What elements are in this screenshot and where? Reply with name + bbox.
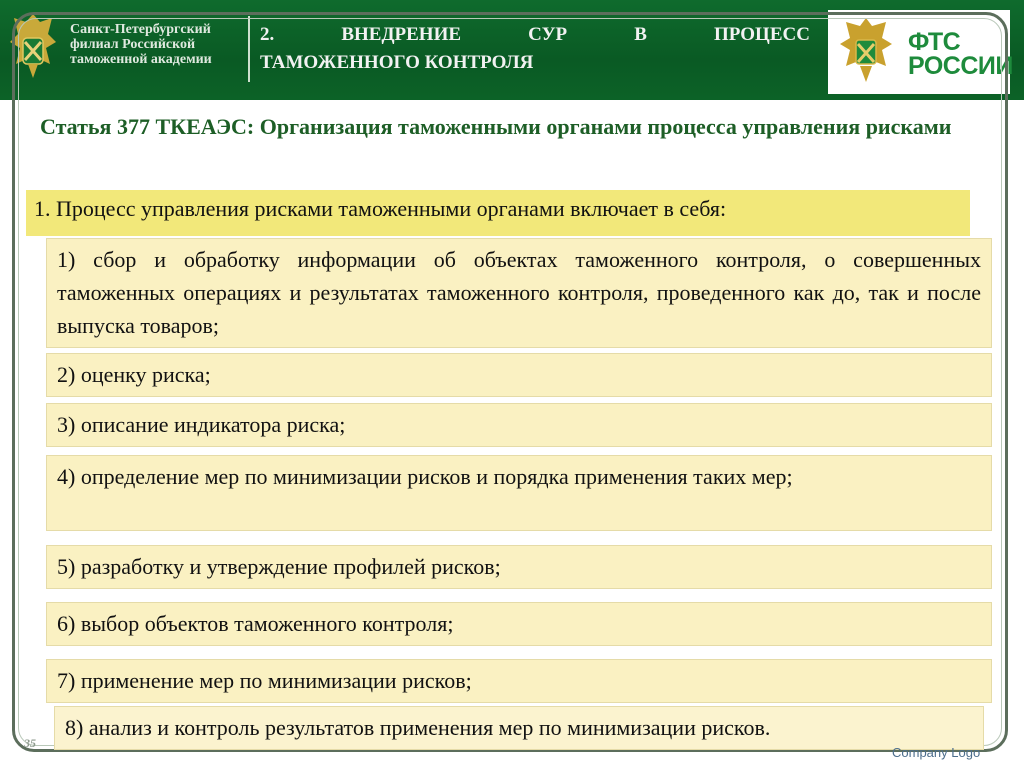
title-line-2: ТАМОЖЕННОГО КОНТРОЛЯ <box>260 52 534 73</box>
list-item-8: 8) анализ и контроль результатов применения мер по минимизации рисков. <box>54 706 984 750</box>
article-title: Статья 377 ТКЕАЭС: Организация таможенными органами процесса управления рисками <box>40 114 952 139</box>
list-item-1: 1) сбор и обработку информации об объектах таможенного контроля, о совершенных таможенных операциях и результатах таможенного контроля, проведенного как до, так и после выпуска товаров; <box>46 238 992 348</box>
logo-text-line-1: ФТС <box>908 28 961 56</box>
list-item-5: 5) разработку и утверждение профилей рисков; <box>46 545 992 589</box>
list-item-4: 4) определение мер по минимизации рисков и порядка применения таких мер; <box>46 455 992 531</box>
logo-text-line-2: РОССИИ <box>908 52 1013 80</box>
fts-logo <box>828 10 1013 94</box>
eagle-emblem-icon <box>836 14 896 92</box>
list-item-6: 6) выбор объектов таможенного контроля; <box>46 602 992 646</box>
company-logo: Company Logo <box>892 745 981 760</box>
customs-emblem-icon <box>6 8 60 92</box>
org-name: Санкт-Петербургский филиал Российской таможенной академии <box>70 22 212 67</box>
title-line-1: 2. ВНЕДРЕНИЕ СУР В ПРОЦЕСС <box>260 24 810 45</box>
lead-statement: 1. Процесс управления рисками таможенными органами включает в себя: <box>26 190 970 236</box>
header-bar <box>0 0 1024 100</box>
list-item-3: 3) описание индикатора риска; <box>46 403 992 447</box>
page-number: 35 <box>24 736 36 750</box>
list-item-7: 7) применение мер по минимизации рисков; <box>46 659 992 703</box>
slide-title <box>248 16 822 82</box>
list-item-2: 2) оценку риска; <box>46 353 992 397</box>
